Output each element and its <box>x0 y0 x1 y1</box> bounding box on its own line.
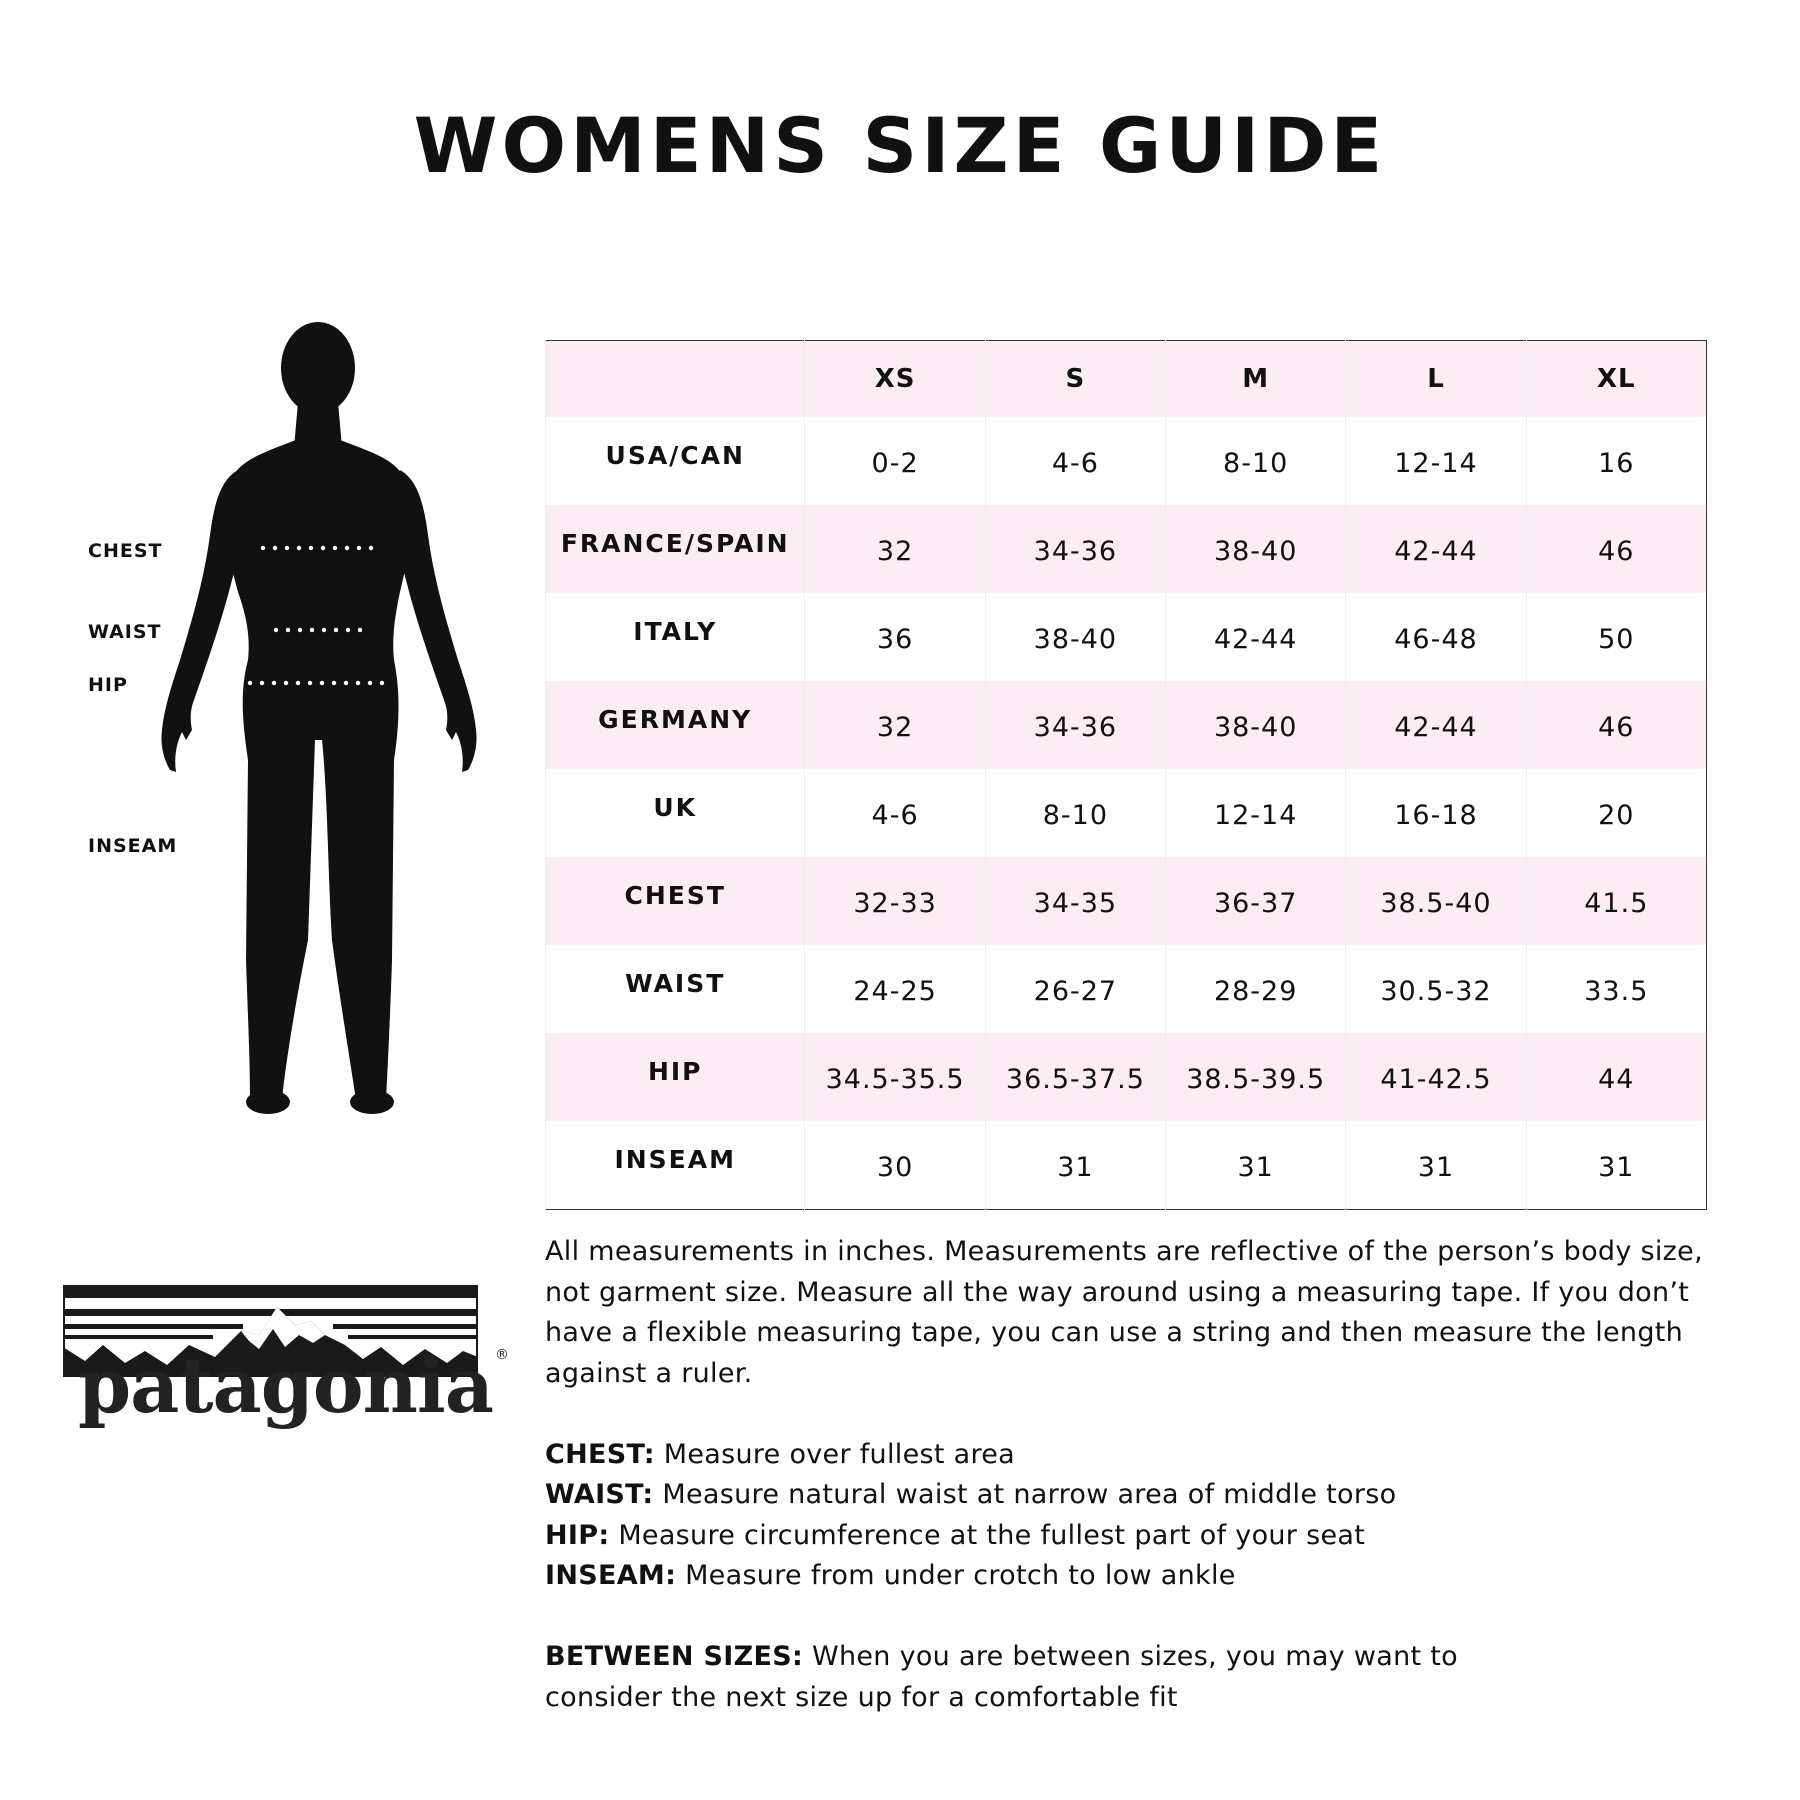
definition-waist <box>545 1475 1705 1516</box>
table-cell: 32-33 <box>805 857 985 945</box>
patagonia-wordmark <box>78 1341 508 1430</box>
between-sizes-term: BETWEEN SIZES: <box>545 1641 804 1672</box>
definition-term: CHEST: <box>545 1438 655 1470</box>
table-cell: 16 <box>1526 417 1706 505</box>
table-cell: 41-42.5 <box>1346 1033 1526 1121</box>
table-cell: 12-14 <box>1166 769 1346 857</box>
definition-text: Measure natural waist at narrow area of middle torso <box>653 1479 1397 1510</box>
table-cell: 46 <box>1526 681 1706 769</box>
table-cell: 42-44 <box>1346 681 1526 769</box>
row-label: INSEAM <box>546 1121 805 1210</box>
table-cell: 31 <box>1526 1121 1706 1210</box>
size-table <box>545 340 1707 1210</box>
definition-term: HIP: <box>545 1519 610 1551</box>
row-label: GERMANY <box>546 681 805 769</box>
table-cell: 30 <box>805 1121 985 1210</box>
table-cell: 38-40 <box>1166 681 1346 769</box>
row-label: CHEST <box>546 857 805 945</box>
table-row <box>546 857 1707 945</box>
between-sizes-note <box>545 1637 1555 1718</box>
row-label: FRANCE/SPAIN <box>546 505 805 593</box>
table-cell: 26-27 <box>985 945 1165 1033</box>
inseam-label: INSEAM <box>88 835 178 857</box>
notes-intro: All measurements in inches. Measurements are reflective of the person’s body size, not garment size. Measure all the way around using a measuring tape. If you don’t have a flexible measuring tape, you can use a string and then measure the length against a ruler. <box>545 1236 1703 1389</box>
table-row <box>546 681 1707 769</box>
table-cell: 12-14 <box>1346 417 1526 505</box>
body-silhouette-icon <box>60 320 520 1140</box>
table-cell: 8-10 <box>985 769 1165 857</box>
table-cell: 16-18 <box>1346 769 1526 857</box>
table-cell: 38-40 <box>985 593 1165 681</box>
definition-hip <box>545 1516 1705 1557</box>
table-cell: 0-2 <box>805 417 985 505</box>
row-label: ITALY <box>546 593 805 681</box>
table-cell: 50 <box>1526 593 1706 681</box>
column-header: S <box>985 341 1165 418</box>
table-cell: 34.5-35.5 <box>805 1033 985 1121</box>
table-corner-cell <box>546 341 805 418</box>
hip-label: HIP <box>88 674 128 696</box>
table-cell: 46 <box>1526 505 1706 593</box>
definition-term: WAIST: <box>545 1479 654 1510</box>
definition-text: Measure from under crotch to low ankle <box>676 1560 1236 1591</box>
table-cell: 41.5 <box>1526 857 1706 945</box>
definition-text: Measure over fullest area <box>654 1438 1016 1470</box>
table-cell: 42-44 <box>1346 505 1526 593</box>
table-row <box>546 769 1707 857</box>
table-row <box>546 593 1707 681</box>
row-label: UK <box>546 769 805 857</box>
title-area <box>0 101 1800 190</box>
table-cell: 34-35 <box>985 857 1165 945</box>
definition-text: Measure circumference at the fullest part of your seat <box>609 1519 1366 1551</box>
wordmark-text: patagonia <box>78 1341 493 1430</box>
table-cell: 36.5-37.5 <box>985 1033 1165 1121</box>
definition-inseam <box>545 1556 1705 1597</box>
body-figure-area <box>60 320 520 1140</box>
definitions-list <box>545 1435 1705 1597</box>
row-label: USA/CAN <box>546 417 805 505</box>
table-row <box>546 417 1707 505</box>
table-cell: 8-10 <box>1166 417 1346 505</box>
table-cell: 31 <box>1346 1121 1526 1210</box>
row-label: WAIST <box>546 945 805 1033</box>
table-cell: 20 <box>1526 769 1706 857</box>
column-header: M <box>1166 341 1346 418</box>
between-sizes-text: When you are between sizes, you may want to consider the next size up for a comfortable fit <box>545 1641 1458 1713</box>
table-row <box>546 1121 1707 1210</box>
page-title: WOMENS SIZE GUIDE <box>410 108 1391 184</box>
table-cell: 38.5-40 <box>1346 857 1526 945</box>
table-cell: 42-44 <box>1166 593 1346 681</box>
table-cell: 32 <box>805 681 985 769</box>
definition-term: INSEAM: <box>545 1560 677 1591</box>
table-cell: 36 <box>805 593 985 681</box>
column-header: XS <box>805 341 985 418</box>
table-cell: 38.5-39.5 <box>1166 1033 1346 1121</box>
table-cell: 32 <box>805 505 985 593</box>
table-cell: 46-48 <box>1346 593 1526 681</box>
table-row <box>546 945 1707 1033</box>
table-row <box>546 1033 1707 1121</box>
table-cell: 33.5 <box>1526 945 1706 1033</box>
table-cell: 4-6 <box>805 769 985 857</box>
measurement-notes <box>545 1232 1705 1759</box>
row-label: HIP <box>546 1033 805 1121</box>
registered-mark: ® <box>494 1347 508 1363</box>
table-cell: 34-36 <box>985 681 1165 769</box>
table-row <box>546 505 1707 593</box>
table-cell: 4-6 <box>985 417 1165 505</box>
table-cell: 34-36 <box>985 505 1165 593</box>
definition-chest <box>545 1435 1705 1476</box>
column-header: XL <box>1526 341 1706 418</box>
table-cell: 38-40 <box>1166 505 1346 593</box>
table-cell: 31 <box>1166 1121 1346 1210</box>
table-header-row <box>546 341 1707 418</box>
table-cell: 24-25 <box>805 945 985 1033</box>
waist-label: WAIST <box>88 621 162 643</box>
table-cell: 44 <box>1526 1033 1706 1121</box>
chest-label: CHEST <box>88 540 163 562</box>
table-cell: 30.5-32 <box>1346 945 1526 1033</box>
column-header: L <box>1346 341 1526 418</box>
table-cell: 28-29 <box>1166 945 1346 1033</box>
table-cell: 36-37 <box>1166 857 1346 945</box>
table-cell: 31 <box>985 1121 1165 1210</box>
